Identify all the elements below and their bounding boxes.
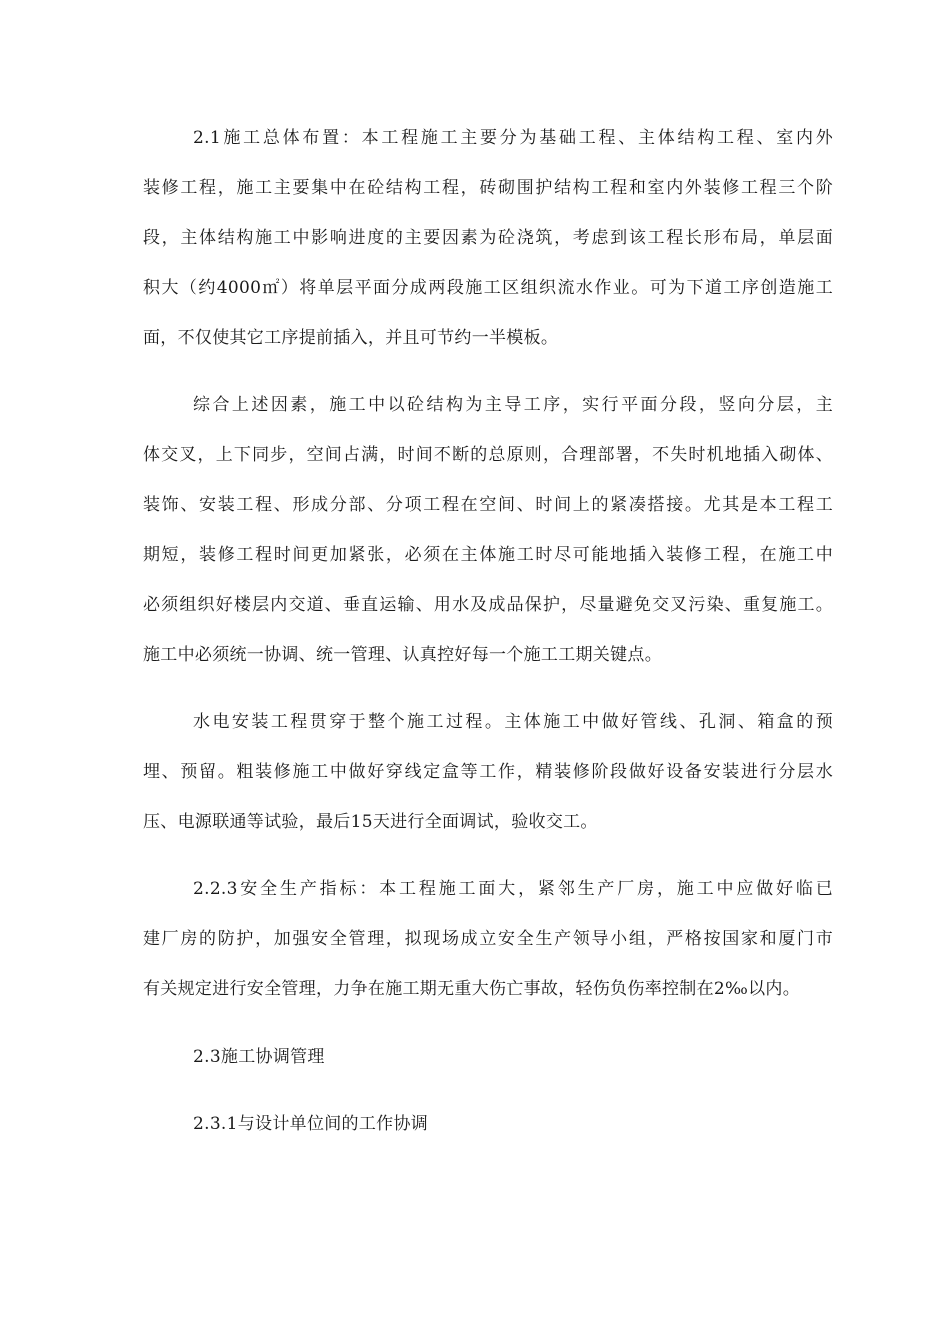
text-line: 施工中必须统一协调、统一管理、认真控好每一个施工工期关键点。: [143, 645, 662, 665]
subsection-heading: 2.3.1与设计单位间的工作协调: [193, 1114, 429, 1134]
text-line: 装饰、安装工程、形成分部、分项工程在空间、时间上的紧凑搭接。尤其是本工程工: [143, 495, 833, 515]
text-line: 期短，装修工程时间更加紧张，必须在主体施工时尽可能地插入装修工程，在施工中: [143, 545, 833, 565]
text-line: 综合上述因素，施工中以砼结构为主导工序，实行平面分段，竖向分层，主: [193, 395, 833, 415]
text-line: 段，主体结构施工中影响进度的主要因素为砼浇筑，考虑到该工程长形布局，单层面: [143, 228, 833, 248]
section-heading: 2.3施工协调管理: [193, 1047, 325, 1067]
text-line: 体交叉，上下同步，空间占满，时间不断的总原则，合理部署，不失时机地插入砌体、: [143, 445, 833, 465]
text-line: 面，不仅使其它工序提前插入，并且可节约一半模板。: [143, 328, 559, 348]
text-line: 压、电源联通等试验，最后15天进行全面调试，验收交工。: [143, 812, 598, 832]
text-line: 积大（约4000㎡）将单层平面分成两段施工区组织流水作业。可为下道工序创造施工: [143, 278, 833, 298]
text-line: 埋、预留。粗装修施工中做好穿线定盒等工作，精装修阶段做好设备安装进行分层水: [143, 762, 833, 782]
text-line: 必须组织好楼层内交道、垂直运输、用水及成品保护，尽量避免交叉污染、重复施工。: [143, 595, 833, 615]
text-line: 有关规定进行安全管理，力争在施工期无重大伤亡事故，轻伤负伤率控制在2‰以内。: [143, 979, 801, 999]
text-line: 装修工程，施工主要集中在砼结构工程，砖砌围护结构工程和室内外装修工程三个阶: [143, 178, 833, 198]
text-line: 2.1施工总体布置：本工程施工主要分为基础工程、主体结构工程、室内外: [193, 128, 833, 148]
text-line: 建厂房的防护，加强安全管理，拟现场成立安全生产领导小组，严格按国家和厦门市: [143, 929, 833, 949]
text-line: 水电安装工程贯穿于整个施工过程。主体施工中做好管线、孔洞、箱盒的预: [193, 712, 833, 732]
text-line: 2.2.3安全生产指标：本工程施工面大，紧邻生产厂房，施工中应做好临已: [193, 879, 833, 899]
